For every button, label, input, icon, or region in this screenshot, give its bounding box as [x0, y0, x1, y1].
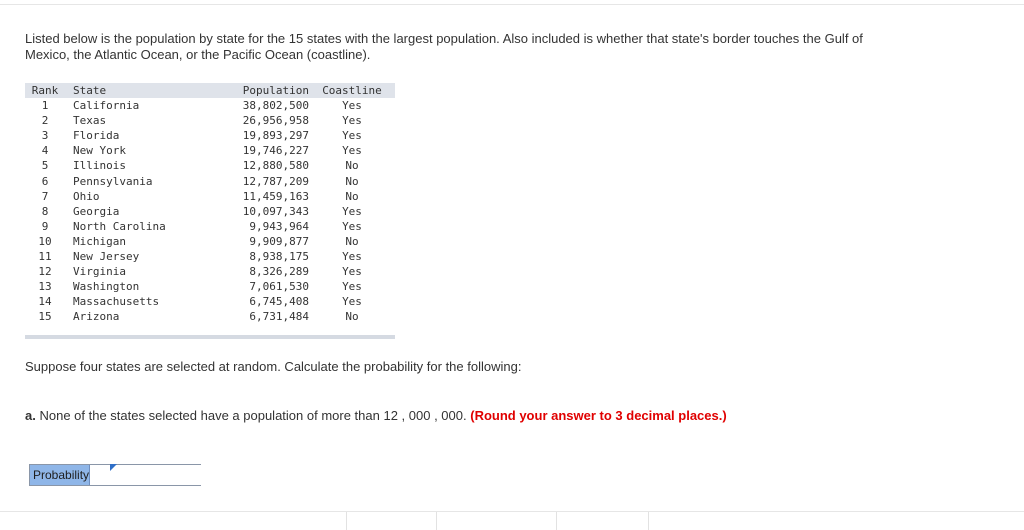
part-a-prompt [25, 408, 727, 423]
cell-coastline: No [345, 189, 359, 203]
cell-population: 6,745,408 [249, 295, 309, 309]
cell-population: 6,731,484 [249, 310, 309, 324]
cell-rank: 13 [38, 280, 52, 294]
table-row [25, 279, 395, 294]
table-row [25, 113, 395, 128]
table-body [25, 98, 395, 324]
table-row [25, 128, 395, 143]
cell-population: 19,893,297 [242, 129, 309, 143]
cell-coastline: No [345, 159, 359, 173]
cell-coastline: No [345, 234, 359, 248]
table-row [25, 219, 395, 234]
cell-rank: 5 [41, 159, 49, 173]
table-row [25, 204, 395, 219]
part-a-letter: a. [25, 408, 36, 423]
cell-rank: 2 [41, 114, 49, 128]
table-row [25, 158, 395, 173]
header-state: State [73, 84, 107, 97]
cell-state: California [73, 99, 140, 113]
cell-rank: 10 [38, 234, 52, 248]
cell-state: Arizona [73, 310, 120, 324]
cell-state: Texas [73, 114, 107, 128]
cell-state: Massachusetts [73, 295, 160, 309]
cell-state: New York [73, 144, 126, 158]
population-table-container [25, 83, 395, 339]
table-row [25, 249, 395, 264]
table-row [25, 189, 395, 204]
cell-state: Ohio [73, 189, 100, 203]
footer-divider [556, 512, 557, 530]
cell-population: 12,880,580 [242, 159, 309, 173]
cell-state: Pennsylvania [73, 174, 153, 188]
table-bottom-bar [25, 335, 395, 339]
footer-divider [346, 512, 347, 530]
cell-rank: 15 [38, 310, 52, 324]
cell-population: 10,097,343 [242, 204, 309, 218]
header-rank: Rank [31, 84, 59, 97]
cell-state: Illinois [73, 159, 126, 173]
cell-population: 9,943,964 [249, 219, 309, 233]
cell-state: Michigan [73, 234, 126, 248]
cell-population: 11,459,163 [242, 189, 309, 203]
rounding-note: (Round your answer to 3 decimal places.) [470, 408, 727, 423]
table-header-row [25, 83, 395, 98]
header-population: Population [242, 84, 309, 97]
probability-label: Probability [30, 465, 90, 485]
cell-coastline: Yes [342, 265, 362, 279]
cell-coastline: Yes [342, 144, 362, 158]
cell-population: 9,909,877 [249, 234, 309, 248]
cell-rank: 6 [41, 174, 49, 188]
part-a-text: None of the states selected have a population of more than 12 , 000 , 000. [39, 408, 467, 423]
header-coastline: Coastline [322, 84, 382, 97]
cell-rank: 3 [41, 129, 49, 143]
table-row [25, 309, 395, 324]
cell-population: 7,061,530 [249, 280, 309, 294]
population-table [25, 83, 395, 324]
cell-rank: 12 [38, 265, 52, 279]
question-text: Suppose four states are selected at random. Calculate the probability for the following: [25, 359, 522, 374]
cell-state: North Carolina [73, 219, 166, 233]
cell-coastline: No [345, 174, 359, 188]
cell-coastline: Yes [342, 204, 362, 218]
cell-rank: 4 [41, 144, 49, 158]
top-divider [0, 4, 1024, 5]
table-row [25, 264, 395, 279]
cell-coastline: No [345, 310, 359, 324]
cell-state: Virginia [73, 265, 126, 279]
footer-divider [648, 512, 649, 530]
bottom-divider [0, 511, 1024, 512]
cell-rank: 7 [41, 189, 49, 203]
cell-population: 19,746,227 [242, 144, 309, 158]
cell-coastline: Yes [342, 280, 362, 294]
cell-coastline: Yes [342, 129, 362, 143]
cell-state: Georgia [73, 204, 120, 218]
cell-rank: 9 [41, 219, 49, 233]
cell-population: 38,802,500 [242, 99, 309, 113]
table-row [25, 173, 395, 188]
cell-coastline: Yes [342, 114, 362, 128]
cell-rank: 14 [38, 295, 52, 309]
cell-rank: 1 [41, 99, 49, 113]
cell-state: Washington [73, 280, 140, 294]
cell-rank: 11 [38, 249, 52, 263]
cell-population: 26,956,958 [242, 114, 309, 128]
cell-population: 8,938,175 [249, 249, 309, 263]
cell-population: 8,326,289 [249, 265, 309, 279]
cell-coastline: Yes [342, 249, 362, 263]
intro-text: Listed below is the population by state for the 15 states with the largest population. Also included is whether that state's border touches the Gulf of Mexico, the Atlantic Ocean, or the Pacific Ocean (coastline). [25, 31, 863, 62]
cell-coastline: Yes [342, 219, 362, 233]
footer-divider [436, 512, 437, 530]
table-row [25, 294, 395, 309]
table-row [25, 143, 395, 158]
cell-rank: 8 [41, 204, 49, 218]
cell-population: 12,787,209 [242, 174, 309, 188]
cell-state: Florida [73, 129, 120, 143]
cell-state: New Jersey [73, 249, 140, 263]
input-flag-icon [110, 464, 117, 471]
table-row [25, 98, 395, 113]
cell-coastline: Yes [342, 99, 362, 113]
table-row [25, 234, 395, 249]
cell-coastline: Yes [342, 295, 362, 309]
